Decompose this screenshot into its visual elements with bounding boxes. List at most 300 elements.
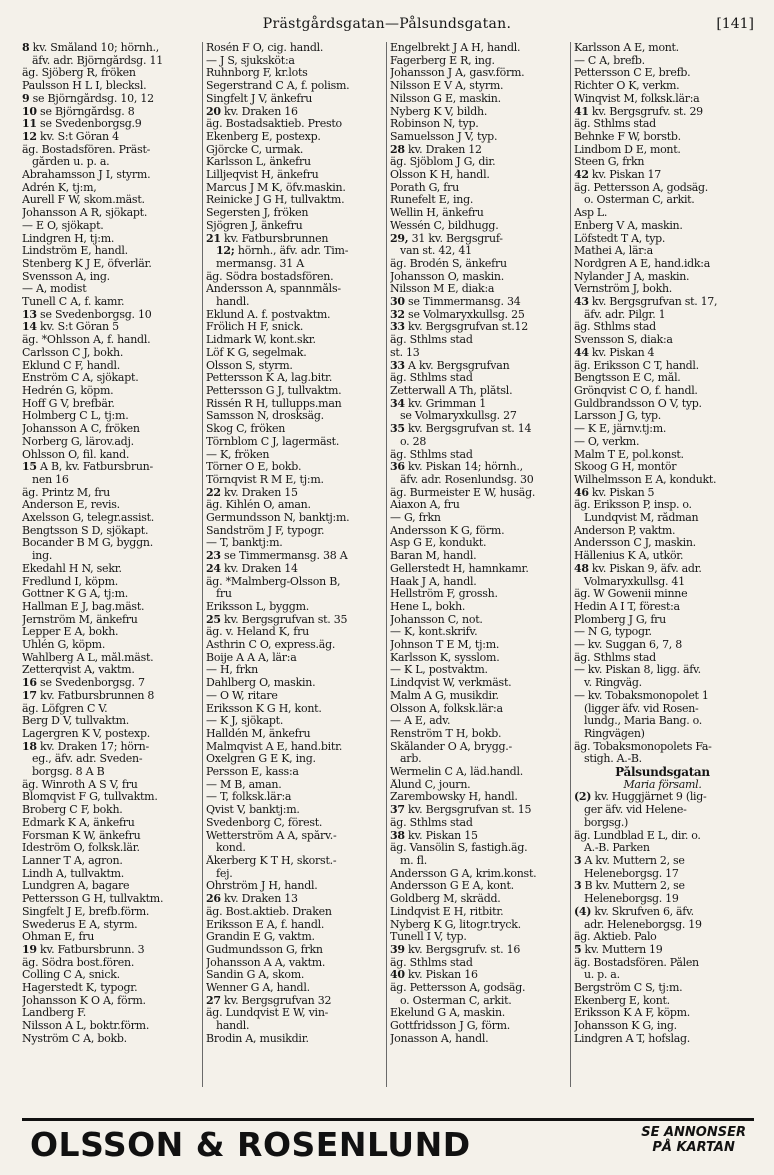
- directory-entry: — T, folksk.lär:a: [206, 791, 292, 804]
- directory-entry: — O, verkm.: [574, 435, 640, 448]
- advertisement-banner: [22, 1118, 754, 1169]
- directory-entry: Johansson A R, sjökapt.: [22, 207, 148, 220]
- directory-entry: Lindgren H, tj:m.: [22, 232, 115, 245]
- directory-entry: Bengtsson S D, sjökapt.: [22, 524, 149, 537]
- directory-entry: — A, modist: [22, 283, 87, 296]
- directory-entry: Marcus J M K, öfv.maskin.: [206, 181, 346, 194]
- directory-entry: 18 kv. Draken 17; hörn-: [22, 740, 149, 753]
- directory-entry: Lindström E, handl.: [22, 245, 128, 258]
- directory-entry: Eriksson L, byggm.: [206, 600, 310, 613]
- directory-entry: Törnblom C J, lagermäst.: [206, 435, 340, 448]
- directory-entry: Plomberg J G, fru: [574, 613, 666, 626]
- directory-entry: 3 B kv. Muttern 2, se: [574, 880, 685, 893]
- directory-entry: Lundqvist M, rådman: [584, 512, 699, 525]
- directory-entry: äfv. adr. Björngårdsg. 11: [32, 54, 163, 67]
- directory-entry: äg. Bostadsfören. Pålen: [574, 956, 699, 969]
- directory-entry: Svedenborg C, förest.: [206, 816, 323, 829]
- directory-entry: Lindqvist E H, ritbitr.: [390, 905, 504, 918]
- directory-entry: fej.: [216, 867, 233, 880]
- directory-entry: Hene L, bokh.: [390, 600, 466, 613]
- directory-entry: Mathei A, lär:a: [574, 245, 653, 258]
- directory-entry: — A E, adv.: [390, 715, 451, 728]
- directory-columns: [22, 42, 754, 1087]
- directory-entry: Forsman K W, änkefru: [22, 829, 141, 842]
- directory-entry: Wetterström A A, spårv.-: [206, 829, 337, 842]
- directory-entry: Abrahamsson J I, styrm.: [22, 169, 151, 182]
- directory-entry: Ekedahl H N, sekr.: [22, 562, 122, 575]
- directory-entry: 22 kv. Draken 15: [206, 486, 298, 499]
- directory-entry: Andersson K G, förm.: [390, 524, 505, 537]
- directory-entry: Lepper E A, bokh.: [22, 626, 119, 639]
- directory-entry: Ideström O, folksk.lär.: [22, 842, 140, 855]
- directory-entry: 3 A kv. Muttern 2, se: [574, 855, 685, 867]
- directory-entry: — O W, ritare: [206, 689, 278, 702]
- directory-entry: Norberg G, lärov.adj.: [22, 435, 134, 448]
- directory-entry: ing.: [32, 550, 53, 563]
- directory-entry: Volmaryxkullsg. 41: [584, 575, 685, 588]
- directory-entry: Ekenberg E, postexp.: [206, 130, 321, 143]
- directory-entry: äg. Lundblad E L, dir. o.: [574, 829, 701, 842]
- directory-entry: Karlsson L, änkefru: [206, 156, 311, 169]
- directory-entry: Maria församl.: [623, 778, 702, 791]
- directory-entry: 11 se Svedenborgsg.9: [22, 118, 142, 131]
- directory-entry: 13 se Svedenborgsg. 10: [22, 308, 152, 321]
- directory-entry: Wilhelmsson E A, kondukt.: [574, 473, 717, 486]
- directory-entry: Pettersson G J, tullvaktm.: [206, 384, 342, 397]
- directory-entry: Eriksson K A F, köpm.: [574, 1007, 690, 1020]
- directory-entry: Zetterwall A Th, plåtsl.: [390, 384, 513, 397]
- ad-tagline-line1: SE ANNONSER: [641, 1125, 746, 1140]
- directory-entry: Nilsson E V A, styrm.: [390, 80, 504, 93]
- directory-entry: 35 kv. Bergsgrufvan st. 14: [390, 423, 532, 436]
- directory-entry: mermansg. 31 A: [216, 257, 304, 270]
- directory-entry: Gjörcke C, urmak.: [206, 143, 304, 156]
- directory-entry: äg. Sthlms stad: [574, 118, 656, 131]
- directory-entry: Fredlund I, köpm.: [22, 575, 119, 588]
- directory-entry: Pålsundsgatan: [615, 766, 710, 779]
- directory-entry: Olsson A, folksk.lär:a: [390, 702, 503, 715]
- directory-entry: u. p. a.: [584, 969, 620, 982]
- directory-entry: Zetterqvist A, vaktm.: [22, 664, 135, 677]
- directory-entry: Ohlsson O, fil. kand.: [22, 448, 130, 461]
- directory-entry: Hallman E J, bag.mäst.: [22, 600, 145, 613]
- directory-entry: Eklund C F, handl.: [22, 359, 121, 372]
- directory-entry: (4) kv. Skrufven 6, äfv.: [574, 905, 694, 918]
- directory-entry: Hedrén G, köpm.: [22, 384, 114, 397]
- directory-entry: 41 kv. Bergsgrufv. st. 29: [574, 105, 703, 118]
- directory-entry: Skålander O A, brygg.-: [390, 740, 512, 753]
- directory-entry: — K J, sjökapt.: [206, 715, 284, 728]
- directory-entry: Nordgren A E, hand.idk:a: [574, 257, 710, 270]
- directory-entry: Reinicke J G H, tullvaktm.: [206, 194, 345, 207]
- directory-entry: Paulsson H L I, blecksl.: [22, 80, 147, 93]
- directory-entry: Andersson C J, maskin.: [574, 537, 696, 550]
- directory-entry: Jernström M, änkefru: [22, 613, 138, 626]
- directory-entry: Grönqvist C O, f. handl.: [574, 384, 698, 397]
- directory-entry: Goldberg M, skrädd.: [390, 893, 501, 906]
- directory-entry: Andersson G A, krim.konst.: [390, 867, 537, 880]
- directory-entry: Lidmark W, kont.skr.: [206, 334, 316, 347]
- directory-entry: fru: [216, 588, 232, 601]
- directory-entry: äg. Brodén S, änkefru: [390, 257, 507, 270]
- directory-entry: Åkerberg K T H, skorst.-: [206, 855, 337, 867]
- directory-entry: Löfstedt T A, typ.: [574, 232, 666, 245]
- directory-entry: 5 kv. Muttern 19: [574, 943, 663, 956]
- directory-entry: Fagerberg E R, ing.: [390, 54, 495, 67]
- directory-entry: Nyberg K V, bildh.: [390, 105, 488, 118]
- directory-entry: Andersson G E A, kont.: [390, 880, 514, 893]
- directory-entry: Sandin G A, skom.: [206, 969, 305, 982]
- directory-entry: Nyberg K G, litogr.tryck.: [390, 918, 521, 931]
- directory-entry: Broberg C F, bokh.: [22, 804, 123, 817]
- directory-entry: Anderson P, vaktm.: [574, 524, 676, 537]
- directory-entry: 44 kv. Piskan 4: [574, 346, 655, 359]
- directory-entry: — C A, brefb.: [574, 54, 645, 67]
- directory-entry: Karlsson A E, mont.: [574, 42, 679, 54]
- directory-entry: äg. v. Heland K, fru: [206, 626, 309, 639]
- directory-entry: Hagerstedt K, typogr.: [22, 982, 138, 995]
- directory-entry: äg. Vansölin S, fastigh.äg.: [390, 842, 528, 855]
- directory-entry: — T, banktj:m.: [206, 537, 283, 550]
- directory-entry: Nylander J A, maskin.: [574, 270, 690, 283]
- directory-entry: 24 kv. Draken 14: [206, 562, 298, 575]
- directory-entry: Wessén C, bildhugg.: [390, 219, 499, 232]
- directory-entry: Asthrin C O, express.äg.: [206, 639, 336, 652]
- page-title: Prästgårdsgatan—Pålsundsgatan.: [262, 16, 512, 32]
- directory-entry: Karlsson K, sysslom.: [390, 651, 500, 664]
- directory-entry: 39 kv. Bergsgrufv. st. 16: [390, 943, 521, 956]
- directory-entry: — M B, aman.: [206, 778, 282, 791]
- directory-entry: 16 se Svedenborgsg. 7: [22, 677, 145, 690]
- directory-entry: Holmberg C L, tj:m.: [22, 410, 129, 423]
- directory-entry: Renström T H, bokb.: [390, 727, 502, 740]
- directory-entry: Grandin E G, vaktm.: [206, 931, 315, 944]
- directory-entry: äg. Sjöblom J G, dir.: [390, 156, 496, 169]
- directory-entry: 12; hörnh., äfv. adr. Tim-: [216, 245, 349, 258]
- directory-entry: Andersson A, spannmåls-: [206, 283, 341, 296]
- directory-entry: Rosén F O, cig. handl.: [206, 42, 324, 54]
- directory-entry: 29, 31 kv. Bergsgruf-: [390, 232, 503, 245]
- directory-entry: Johansson J A, gasv.förm.: [390, 67, 525, 80]
- directory-entry: äg. Printz M, fru: [22, 486, 110, 499]
- directory-entry: 36 kv. Piskan 14; hörnh.,: [390, 461, 523, 474]
- directory-entry: 23 se Timmermansg. 38 A: [206, 550, 348, 563]
- directory-entry: Löf K G, segelmak.: [206, 346, 307, 359]
- directory-entry: Öhrström J H, handl.: [206, 880, 318, 893]
- directory-entry: äg. Sthlms stad: [574, 651, 656, 664]
- directory-entry: Persson E, kass:a: [206, 766, 299, 779]
- directory-entry: äg. Sthlms stad: [390, 372, 473, 385]
- directory-entry: Richter O K, verkm.: [574, 80, 680, 93]
- directory-entry: Johansson K G, ing.: [574, 1020, 677, 1033]
- directory-entry: 21 kv. Fatbursbrunnen: [206, 232, 329, 245]
- directory-entry: o. Österman C, arkit.: [400, 994, 512, 1007]
- directory-entry: Lundgren A, bagare: [22, 880, 130, 893]
- directory-entry: äg. Sjöberg R, fröken: [22, 67, 136, 80]
- directory-entry: Porath G, fru: [390, 181, 459, 194]
- directory-entry: st. 13: [390, 346, 420, 359]
- directory-entry: Wahlberg A L, mål.mäst.: [22, 651, 154, 664]
- directory-entry: Engelbrekt J A H, handl.: [390, 42, 521, 54]
- directory-entry: 46 kv. Piskan 5: [574, 486, 655, 499]
- directory-entry: Malm T E, pol.konst.: [574, 448, 684, 461]
- directory-entry: Svensson A, ing.: [22, 270, 110, 283]
- directory-entry: Skoog G H, montör: [574, 461, 677, 474]
- directory-entry: Johansson K O A, förm.: [22, 994, 146, 1007]
- directory-entry: Törnqvist R M E, tj:m.: [206, 473, 324, 486]
- directory-entry: Axelsson G, telegr.assist.: [22, 512, 155, 525]
- directory-entry: Ringvägen): [584, 727, 645, 740]
- directory-entry: äg. Lundqvist E W, vin-: [206, 1007, 329, 1020]
- directory-entry: äg. Bost.aktieb. Draken: [206, 905, 332, 918]
- directory-entry: äg. Tobaksmonopolets Fa-: [574, 740, 712, 753]
- directory-entry: Tunell I V, typ.: [390, 931, 467, 944]
- directory-entry: — K L, postvaktm.: [390, 664, 488, 677]
- directory-entry: 26 kv. Draken 13: [206, 893, 298, 906]
- directory-entry: Bergström C S, tj:m.: [574, 982, 683, 995]
- directory-entry: Stenberg K J E, öfverlär.: [22, 257, 152, 270]
- directory-entry: Hellström F, grossh.: [390, 588, 498, 601]
- directory-entry: Edmark K A, änkefru: [22, 816, 135, 829]
- directory-entry: Öhman E, fru: [22, 931, 95, 944]
- directory-entry: äg. Södra bostadsfören.: [206, 270, 334, 283]
- directory-entry: Wenner G A, handl.: [206, 982, 310, 995]
- directory-entry: Heleneborgsg. 19: [584, 893, 679, 906]
- directory-entry: se Volmaryxkullsg. 27: [400, 410, 517, 423]
- directory-entry: äg. Bostadsfören. Präst-: [22, 143, 151, 156]
- directory-entry: 48 kv. Piskan 9, äfv. adr.: [574, 562, 702, 575]
- directory-entry: Hoff G V, brefbär.: [22, 397, 115, 410]
- directory-entry: Runefelt E, ing.: [390, 194, 474, 207]
- directory-entry: A.-B. Parken: [584, 842, 650, 855]
- directory-entry: Ålund C, journ.: [390, 778, 471, 791]
- directory-entry: Wellin H, änkefru: [390, 207, 484, 220]
- directory-entry: 40 kv. Piskan 16: [390, 969, 478, 982]
- directory-entry: Gellerstedt H, hamnkamr.: [390, 562, 529, 575]
- directory-entry: Asp L.: [574, 207, 608, 220]
- directory-entry: kond.: [216, 842, 246, 855]
- directory-entry: — K E, järnv.tj:m.: [574, 423, 667, 436]
- directory-entry: Eklund A. f. postvaktm.: [206, 308, 331, 321]
- directory-entry: Lindgren A T, hofslag.: [574, 1032, 690, 1045]
- directory-entry: van st. 42, 41: [400, 245, 472, 258]
- directory-entry: äg. Eriksson C T, handl.: [574, 359, 699, 372]
- directory-entry: Pettersson K A, lag.bitr.: [206, 372, 333, 385]
- directory-entry: Qvist V, banktj:m.: [206, 804, 300, 817]
- directory-entry: Malmqvist A E, hand.bitr.: [206, 740, 343, 753]
- directory-entry: Germundsson N, banktj:m.: [206, 512, 350, 525]
- directory-entry: Samuelsson J V, typ.: [390, 130, 498, 143]
- directory-entry: — H, frkn: [206, 664, 258, 677]
- directory-entry: Johansson O, maskin.: [390, 270, 505, 283]
- directory-entry: Hällenius K A, utkör.: [574, 550, 684, 563]
- directory-entry: Eriksson E A, f. handl.: [206, 918, 325, 931]
- directory-entry: Swederus E A, styrm.: [22, 918, 138, 931]
- directory-entry: 10 se Björngårdsg. 8: [22, 105, 135, 118]
- directory-entry: 8 kv. Småland 10; hörnh.,: [22, 42, 160, 54]
- directory-entry: 27 kv. Bergsgrufvan 32: [206, 994, 332, 1007]
- directory-entry: 12 kv. S:t Göran 4: [22, 130, 119, 143]
- directory-entry: Samsson N, drosksäg.: [206, 410, 324, 423]
- directory-entry: — kv. Tobaksmonopolet 1: [574, 689, 709, 702]
- directory-entry: Adrén K, tj:m,: [22, 181, 97, 194]
- directory-entry: Olsson K H, handl.: [390, 169, 490, 182]
- directory-entry: äg. *Malmberg-Olsson B,: [206, 575, 341, 588]
- directory-entry: äg. Sthlms stad: [390, 816, 473, 829]
- directory-entry: (ligger äfv. vid Rosen-: [584, 702, 699, 715]
- ad-brand: OLSSON & ROSENLUND: [30, 1125, 471, 1164]
- directory-entry: äg. Pettersson A, godsäg.: [574, 181, 708, 194]
- directory-entry: äg. Kihlén O, aman.: [206, 499, 311, 512]
- directory-entry: handl.: [216, 296, 250, 309]
- directory-entry: 32 se Volmaryxkullsg. 25: [390, 308, 525, 321]
- directory-entry: Nyström C A, bokb.: [22, 1032, 127, 1045]
- directory-entry: — G, frkn: [390, 512, 441, 525]
- directory-entry: äg. Winroth A S V, fru: [22, 778, 138, 791]
- directory-entry: — K, kont.skrifv.: [390, 626, 478, 639]
- directory-entry: arb.: [400, 753, 422, 766]
- column-4: [570, 42, 754, 1087]
- directory-entry: Pettersson G H, tullvaktm.: [22, 893, 164, 906]
- page-number: [141]: [716, 16, 754, 32]
- directory-entry: Guldbrandsson O V, typ.: [574, 397, 702, 410]
- directory-entry: Sandström J F, typogr.: [206, 524, 325, 537]
- directory-entry: äfv. adr. Rosenlundsg. 30: [400, 473, 534, 486]
- directory-entry: Sjögren J, änkefru: [206, 219, 303, 232]
- directory-entry: 34 kv. Grimman 1: [390, 397, 486, 410]
- page-header: [20, 16, 754, 38]
- directory-entry: (2) kv. Huggjärnet 9 (lig-: [574, 791, 707, 804]
- directory-entry: Vernström J, bokh.: [574, 283, 672, 296]
- directory-entry: Johansson C, not.: [390, 613, 483, 626]
- directory-entry: äg. Aktieb. Palo: [574, 931, 657, 944]
- directory-entry: Johansson A C, fröken: [22, 423, 140, 436]
- directory-entry: Lagergren K V, postexp.: [22, 727, 151, 740]
- directory-entry: Larsson J G, typ.: [574, 410, 661, 423]
- directory-entry: — E O, sjökapt.: [22, 219, 104, 232]
- directory-entry: Lindbom D E, mont.: [574, 143, 681, 156]
- directory-entry: Aurell F W, skom.mäst.: [22, 194, 145, 207]
- directory-entry: 33 kv. Bergsgrufvan st.12: [390, 321, 529, 334]
- directory-entry: stigh. A.-B.: [584, 753, 642, 766]
- directory-entry: Bengtsson E C, mål.: [574, 372, 681, 385]
- directory-entry: — N G, typogr.: [574, 626, 652, 639]
- directory-entry: ger äfv. vid Helene-: [584, 804, 687, 817]
- ad-tagline-line2: PÅ KARTAN: [652, 1140, 735, 1155]
- directory-entry: Segersten J, fröken: [206, 207, 309, 220]
- directory-entry: Ruhnborg F, kr.lots: [206, 67, 308, 80]
- directory-entry: — kv. Piskan 8, ligg. äfv.: [574, 664, 701, 677]
- directory-entry: Enberg V A, maskin.: [574, 219, 683, 232]
- directory-entry: handl.: [216, 1020, 250, 1033]
- directory-entry: Enström C A, sjökapt.: [22, 372, 139, 385]
- directory-entry: 9 se Björngårdsg. 10, 12: [22, 92, 154, 105]
- directory-entry: Malm A G, musikdir.: [390, 689, 499, 702]
- directory-entry: Gottner K G A, tj:m.: [22, 588, 128, 601]
- directory-entry: lundg., Maria Bang. o.: [584, 715, 702, 728]
- directory-entry: Nilsson G E, maskin.: [390, 92, 501, 105]
- directory-entry: — K, fröken: [206, 448, 270, 461]
- directory-entry: Bocander B M G, byggn.: [22, 537, 153, 550]
- directory-entry: 43 kv. Bergsgrufvan st. 17,: [574, 296, 718, 309]
- directory-entry: Robinson N, typ.: [390, 118, 479, 131]
- directory-entry: äg. W Gowenii minne: [574, 588, 688, 601]
- directory-entry: — J S, sjuksköt:a: [206, 54, 295, 67]
- directory-entry: borgsg.): [584, 816, 629, 829]
- directory-entry: Heleneborgsg. 17: [584, 867, 679, 880]
- directory-entry: Lindh A, tullvaktm.: [22, 867, 125, 880]
- directory-entry: o. 28: [400, 435, 427, 448]
- directory-entry: Nilsson A L, boktr.förm.: [22, 1020, 150, 1033]
- directory-entry: Winqvist M, folksk.lär:a: [574, 92, 700, 105]
- directory-entry: Singfelt J V, änkefru: [206, 92, 313, 105]
- directory-entry: Johansson A A, vaktm.: [206, 956, 326, 969]
- directory-entry: Haak J A, handl.: [390, 575, 477, 588]
- directory-entry: Lindqvist W, verkmäst.: [390, 677, 512, 690]
- directory-entry: Baran M, handl.: [390, 550, 477, 563]
- directory-entry: Blomqvist F G, tullvaktm.: [22, 791, 158, 804]
- directory-entry: Dahlberg O, maskin.: [206, 677, 316, 690]
- directory-entry: — kv. Suggan 6, 7, 8: [574, 639, 682, 652]
- directory-entry: Lilljeqvist H, änkefru: [206, 169, 319, 182]
- directory-entry: äg. Sthlms stad: [574, 321, 656, 334]
- directory-entry: Svensson S, diak:a: [574, 334, 673, 347]
- column-3: [386, 42, 570, 1087]
- directory-entry: Steen G, frkn: [574, 156, 645, 169]
- directory-entry: v. Ringväg.: [584, 677, 642, 690]
- directory-entry: m. fl.: [400, 855, 428, 867]
- ad-tagline: [641, 1125, 746, 1155]
- directory-entry: äg. Sthlms stad: [390, 956, 473, 969]
- directory-entry: 33 A kv. Bergsgrufvan: [390, 359, 510, 372]
- directory-entry: äg. Pettersson A, godsäg.: [390, 982, 526, 995]
- directory-entry: 14 kv. S:t Göran 5: [22, 321, 119, 334]
- directory-entry: gården u. p. a.: [32, 156, 110, 169]
- directory-entry: Frölich H F, snick.: [206, 321, 304, 334]
- directory-entry: Wermelin C A, läd.handl.: [390, 766, 523, 779]
- directory-entry: 25 kv. Bergsgrufvan st. 35: [206, 613, 348, 626]
- directory-entry: 42 kv. Piskan 17: [574, 169, 661, 182]
- directory-entry: äg. Sthlms stad: [390, 334, 473, 347]
- directory-entry: Berg D V, tullvaktm.: [22, 715, 130, 728]
- directory-entry: Skog C, fröken: [206, 423, 286, 436]
- directory-entry: Ekenberg E, kont.: [574, 994, 670, 1007]
- directory-entry: 30 se Timmermansg. 34: [390, 296, 521, 309]
- directory-entry: Asp G E, kondukt.: [390, 537, 487, 550]
- directory-entry: Uhlén G, köpm.: [22, 639, 106, 652]
- directory-entry: 15 A B, kv. Fatbursbrun-: [22, 461, 153, 474]
- directory-entry: adr. Heleneborgsg. 19: [584, 918, 702, 931]
- directory-entry: Colling C A, snick.: [22, 969, 120, 982]
- directory-entry: Hedin A I T, förest:a: [574, 600, 680, 613]
- directory-entry: eg., äfv. adr. Sveden-: [32, 753, 143, 766]
- directory-entry: Pettersson C E, brefb.: [574, 67, 691, 80]
- directory-entry: äg. Sthlms stad: [390, 448, 473, 461]
- directory-entry: Lanner T A, agron.: [22, 855, 123, 867]
- directory-entry: Gottfridsson J G, förm.: [390, 1020, 511, 1033]
- column-2: [202, 42, 386, 1087]
- directory-entry: äg. Bostadsaktieb. Presto: [206, 118, 342, 131]
- directory-entry: Zarembowsky H, handl.: [390, 791, 518, 804]
- directory-entry: 17 kv. Fatbursbrunnen 8: [22, 689, 155, 702]
- directory-entry: Oxelgren G E K, ing.: [206, 753, 316, 766]
- directory-entry: 19 kv. Fatbursbrunn. 3: [22, 943, 145, 956]
- directory-entry: Carlsson C J, bokh.: [22, 346, 124, 359]
- directory-entry: äg. *Ohlsson A, f. handl.: [22, 334, 151, 347]
- directory-entry: Ekelund G A, maskin.: [390, 1007, 506, 1020]
- directory-entry: Singfelt J E, brefb.förm.: [22, 905, 150, 918]
- directory-entry: 20 kv. Draken 16: [206, 105, 298, 118]
